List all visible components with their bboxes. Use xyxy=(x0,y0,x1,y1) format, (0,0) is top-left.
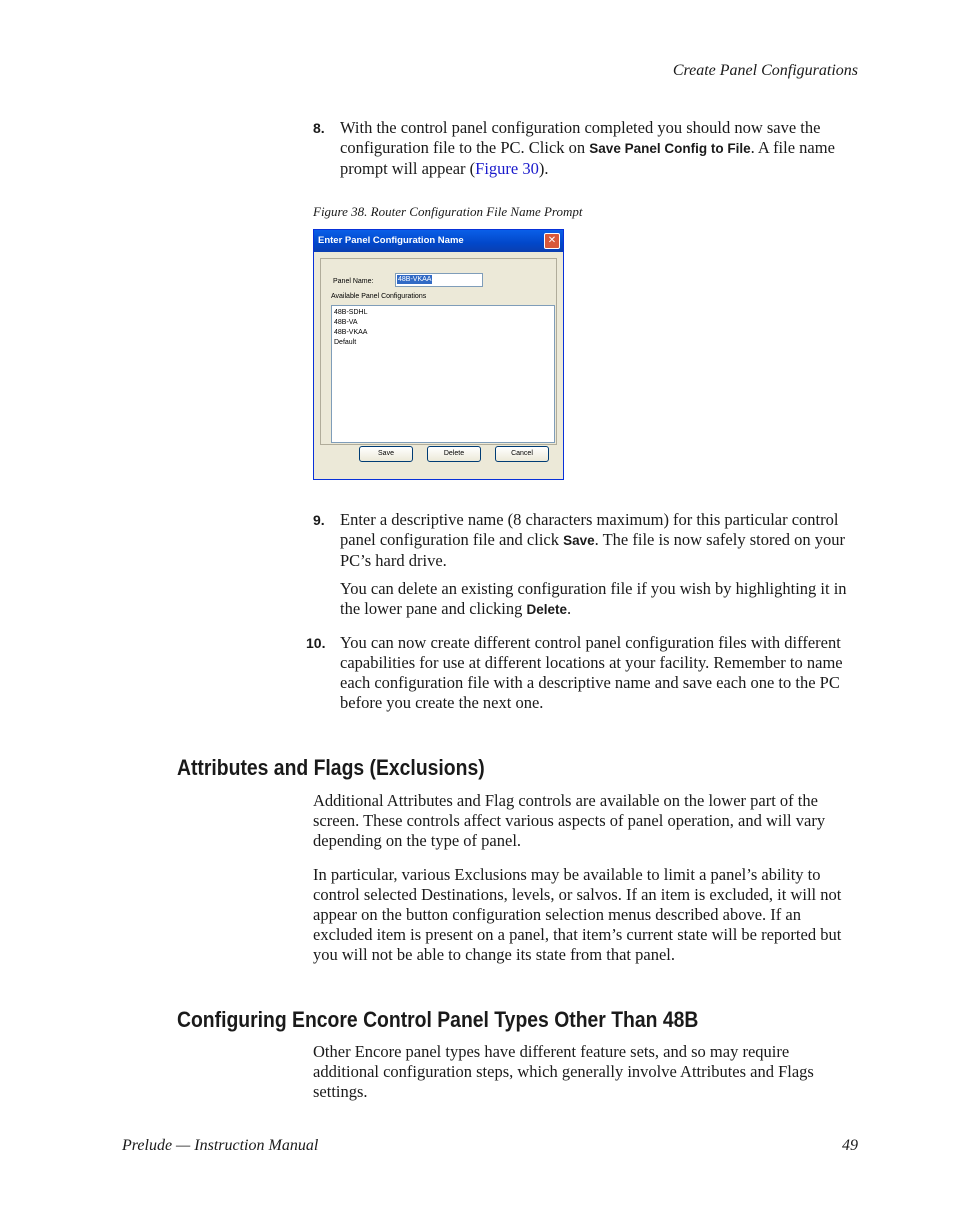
delete-term: Delete xyxy=(526,602,568,617)
step-9-note-b: . xyxy=(567,599,572,618)
list-item[interactable]: 48B-VKAA xyxy=(334,329,368,336)
step-8-text-c: ). xyxy=(538,159,549,178)
dialog-group-box xyxy=(320,258,557,445)
step-8-text-a: With the control panel configuration completed you should now save the configuration file to the PC. Click on xyxy=(340,118,821,157)
save-button[interactable]: Save xyxy=(359,446,413,462)
panel-name-label: Panel Name: xyxy=(333,278,374,285)
page-number: 49 xyxy=(842,1137,858,1154)
step-9-text-b: . The file is now safely stored on your PC’s hard drive. xyxy=(340,530,846,570)
close-icon[interactable]: ✕ xyxy=(544,233,560,249)
section-2-para-1: Other Encore panel types have different feature sets, and so may require additional configuration steps, which generally involve Attributes and Flags settings. xyxy=(313,1042,814,1101)
step-10-number: 10. xyxy=(306,635,326,651)
list-item[interactable]: 48B-VA xyxy=(334,319,358,326)
figure-caption: Figure 38. Router Configuration File Name Prompt xyxy=(313,204,583,219)
step-9-text xyxy=(340,510,858,571)
step-10-text: You can now create different control panel configuration files with different capabilities for use at different locations at your facility. Remember to name each configuration file with a descriptive name and save each one to the PC before you create the next one. xyxy=(340,633,843,712)
available-configs-label: Available Panel Configurations xyxy=(331,293,427,300)
list-item[interactable]: 48B-SDHL xyxy=(334,309,368,316)
dialog-title: Enter Panel Configuration Name xyxy=(314,230,563,252)
step-9-note xyxy=(340,579,858,620)
step-9-note-a: You can delete an existing configuration file if you wish by highlighting it in the lower pane and clicking xyxy=(340,579,847,618)
panel-name-input[interactable] xyxy=(395,273,483,287)
save-panel-config-term: Save Panel Config to File xyxy=(589,141,751,156)
list-item[interactable]: Default xyxy=(334,339,357,346)
running-head: Create Panel Configurations xyxy=(672,62,858,79)
cancel-button[interactable]: Cancel xyxy=(495,446,549,462)
step-8-text xyxy=(340,118,858,179)
dialog-body xyxy=(316,254,561,477)
figure-30-link[interactable]: Figure 30 xyxy=(475,159,539,178)
delete-button[interactable]: Delete xyxy=(427,446,481,462)
section-heading-encore: Configuring Encore Control Panel Types Other Than 48B xyxy=(177,1007,699,1032)
step-9-text-a: Enter a descriptive name (8 characters maximum) for this particular control panel configuration file and click xyxy=(340,510,839,549)
section-1-para-1: Additional Attributes and Flag controls are available on the lower part of the screen. These controls affect various aspects of panel operation, and will vary depending on the type of panel. xyxy=(313,791,826,850)
configs-list[interactable] xyxy=(331,305,555,443)
save-term: Save xyxy=(563,533,595,548)
step-8-number: 8. xyxy=(313,120,325,136)
footer-manual-title: Prelude — Instruction Manual xyxy=(122,1137,319,1154)
section-1-para-2: In particular, various Exclusions may be available to limit a panel’s ability to control selected Destinations, levels, or salvos. If an item is excluded, it will not appear on the button configuration selection menus described above. If an excluded item is present on a panel, that item’s current state will be reported but you will not be able to change its state from that panel. xyxy=(313,865,842,964)
step-9-number: 9. xyxy=(313,512,325,528)
panel-name-value: 48B-VKAA xyxy=(398,276,432,283)
step-8-text-b: . A file name prompt will appear ( xyxy=(340,138,835,178)
section-heading-attributes: Attributes and Flags (Exclusions) xyxy=(177,755,485,780)
panel-name-dialog xyxy=(313,229,564,480)
